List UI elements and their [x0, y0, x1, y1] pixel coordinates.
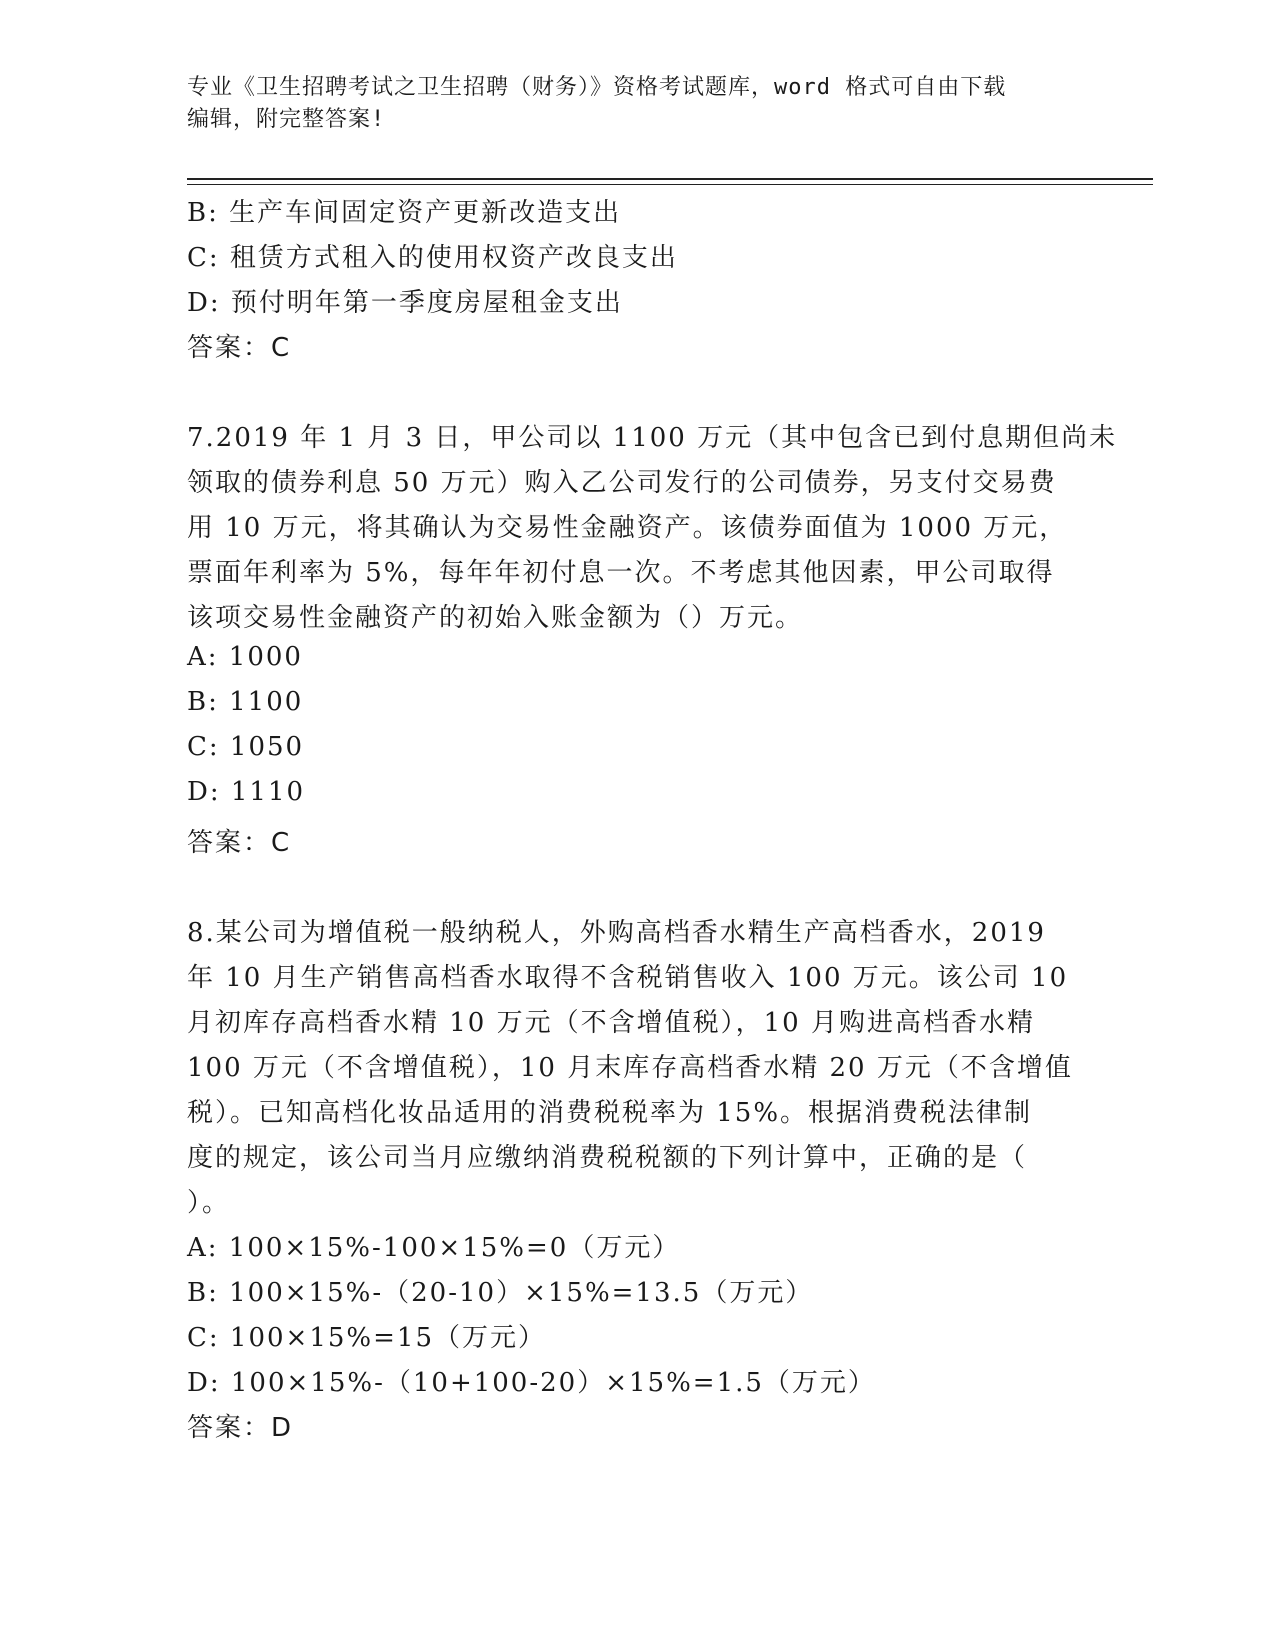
- document-header: [187, 72, 1067, 136]
- q7-stem-line: 用 10 万元，将其确认为交易性金融资产。该债券面值为 1000 万元，: [187, 513, 1068, 543]
- q8-stem-line: 度的规定，该公司当月应缴纳消费税税额的下列计算中，正确的是（: [187, 1143, 1028, 1173]
- prev-option-c: C: 租赁方式租入的使用权资产改良支出: [187, 243, 678, 273]
- header-divider: [187, 178, 1153, 185]
- q7-option-d: D: 1110: [187, 777, 306, 807]
- q7-stem-line: 领取的债券利息 50 万元）购入乙公司发行的公司债券，另支付交易费: [187, 468, 1057, 498]
- q8-option-b: B: 100×15%-（20-10）×15%=13.5（万元）: [187, 1278, 814, 1308]
- q7-option-b: B: 1100: [187, 687, 304, 717]
- q8-stem-line: 年 10 月生产销售高档香水取得不含税销售收入 100 万元。该公司 10: [187, 963, 1069, 993]
- q8-option-d: D: 100×15%-（10+100-20）×15%=1.5（万元）: [187, 1368, 876, 1398]
- prev-option-b: B: 生产车间固定资产更新改造支出: [187, 198, 622, 228]
- q8-stem-line: ）。: [187, 1188, 231, 1218]
- q8-stem-line: 月初库存高档香水精 10 万元（不含增值税），10 月购进高档香水精: [187, 1008, 1035, 1038]
- q8-answer: 答案：D: [187, 1413, 294, 1443]
- header-line-1: 专业《卫生招聘考试之卫生招聘（财务）》资格考试题库，word 格式可自由下载: [187, 75, 1007, 100]
- q7-stem-line: 票面年利率为 5%，每年年初付息一次。不考虑其他因素，甲公司取得: [187, 558, 1055, 588]
- header-line-2: 编辑，附完整答案!: [187, 107, 386, 132]
- q8-option-c: C: 100×15%=15（万元）: [187, 1323, 546, 1353]
- q7-stem-line: 该项交易性金融资产的初始入账金额为（）万元。: [187, 603, 804, 633]
- prev-option-d: D: 预付明年第一季度房屋租金支出: [187, 288, 623, 318]
- prev-answer: 答案：C: [187, 333, 292, 363]
- q8-stem-line: 100 万元（不含增值税），10 月末库存高档香水精 20 万元（不含增值: [187, 1053, 1073, 1083]
- q7-answer: 答案：C: [187, 828, 292, 858]
- q7-option-c: C: 1050: [187, 732, 305, 762]
- q8-stem-line: 8.某公司为增值税一般纳税人，外购高档香水精生产高档香水，2019: [187, 918, 1046, 948]
- q7-stem-line: 7.2019 年 1 月 3 日，甲公司以 1100 万元（其中包含已到付息期但尚未: [187, 423, 1118, 453]
- q8-stem-line: 税）。已知高档化妆品适用的消费税税率为 15%。根据消费税法律制: [187, 1098, 1033, 1128]
- q7-option-a: A: 1000: [187, 642, 303, 672]
- q8-option-a: A: 100×15%-100×15%=0（万元）: [187, 1233, 681, 1263]
